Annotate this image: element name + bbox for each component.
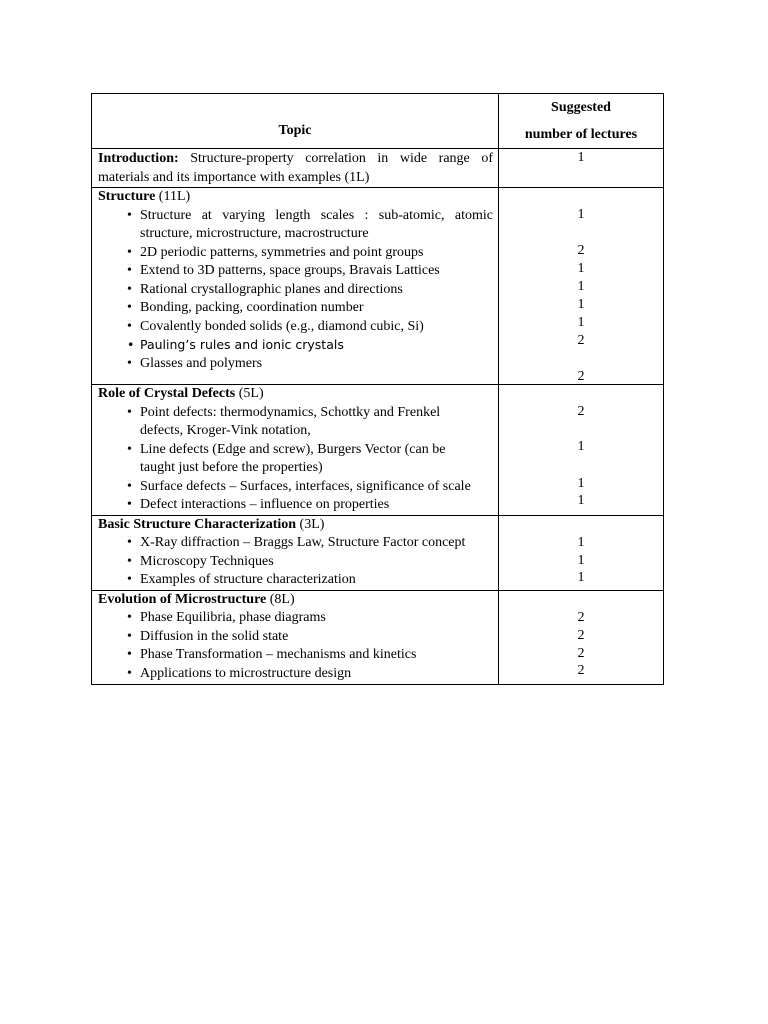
lecture-count: 1: [577, 279, 585, 294]
list-item: • Phase Equilibria, phase diagrams: [127, 609, 493, 628]
characterization-row: [92, 515, 664, 590]
list-item: • Phase Transformation – mechanisms and kinetics: [127, 646, 493, 665]
microstructure-list: [98, 609, 493, 683]
intro-title: Introduction:: [98, 151, 179, 166]
structure-hours: (11L): [155, 189, 191, 204]
lecture-count: 1: [577, 476, 585, 491]
microstructure-section-title: [98, 591, 493, 610]
lectures-header: [499, 94, 664, 149]
list-item: • Examples of structure characterization: [127, 571, 493, 590]
lecture-count: 1: [577, 493, 585, 508]
microstructure-topic-cell: [92, 590, 499, 684]
lecture-count: 1: [577, 150, 585, 165]
syllabus-table: [91, 93, 664, 685]
lecture-count: 2: [577, 627, 585, 643]
defects-topic-cell: [92, 385, 499, 516]
defects-title: Role of Crystal Defects: [98, 386, 236, 401]
intro-lectures-cell: [499, 149, 664, 188]
lecture-count: 2: [577, 333, 585, 348]
intro-text: [98, 149, 493, 187]
intro-row: [92, 149, 664, 188]
lecture-count: 2: [577, 243, 585, 258]
lecture-count: 1: [577, 552, 585, 568]
structure-row: [92, 188, 664, 385]
intro-description: Structure-property correlation in wide range of materials and its importance with examples (1L): [98, 151, 493, 185]
lecture-count: 1: [577, 207, 585, 222]
lecture-count: 2: [577, 662, 585, 678]
characterization-lectures-cell: [499, 515, 664, 590]
list-item: • Pauling’s rules and ionic crystals: [127, 336, 493, 355]
lecture-count: 1: [577, 569, 585, 585]
list-item: • 2D periodic patterns, symmetries and point groups: [127, 244, 493, 263]
characterization-section-title: [98, 516, 493, 535]
list-item: • Rational crystallographic planes and directions: [127, 281, 493, 300]
structure-lectures-cell: [499, 188, 664, 385]
structure-section-title: [98, 188, 493, 207]
list-item: • X-Ray diffraction – Braggs Law, Structure Factor concept: [127, 534, 493, 553]
list-item: • Surface defects – Surfaces, interfaces, significance of scale: [127, 478, 493, 497]
topic-header-label: Topic: [278, 123, 312, 138]
lecture-count: 2: [577, 369, 585, 384]
microstructure-hours: (8L): [266, 591, 295, 607]
lecture-count: 2: [577, 404, 585, 419]
defects-section-title: [98, 385, 493, 404]
lectures-header-line1: Suggested: [551, 100, 611, 115]
lecture-count: 1: [577, 261, 585, 276]
lecture-count: 2: [577, 645, 585, 661]
defects-list: [98, 404, 493, 515]
list-item: • Glasses and polymers: [127, 355, 493, 374]
lecture-count: 1: [577, 534, 585, 550]
characterization-title: Basic Structure Characterization: [98, 516, 297, 532]
characterization-list: [98, 534, 493, 590]
list-item: • Extend to 3D patterns, space groups, Bravais Lattices: [127, 262, 493, 281]
list-item: • Applications to microstructure design: [127, 665, 493, 684]
microstructure-title: Evolution of Microstructure: [98, 591, 267, 607]
defects-lectures-cell: [499, 385, 664, 516]
defects-row: [92, 385, 664, 516]
structure-title: Structure: [98, 189, 156, 204]
lecture-count: 1: [577, 297, 585, 312]
list-item: • Covalently bonded solids (e.g., diamond cubic, Si): [127, 318, 493, 337]
characterization-topic-cell: [92, 515, 499, 590]
lecture-count: 1: [577, 439, 585, 454]
list-item: • Point defects: thermodynamics, Schottky and Frenkel defects, Kroger-Vink notation,: [127, 404, 493, 441]
header-row: [92, 94, 664, 149]
characterization-hours: (3L): [296, 516, 325, 532]
topic-header: [92, 94, 499, 149]
list-item: • Bonding, packing, coordination number: [127, 299, 493, 318]
intro-topic-cell: [92, 149, 499, 188]
lecture-count: 1: [577, 315, 585, 330]
microstructure-row: [92, 590, 664, 684]
list-item: • Microscopy Techniques: [127, 553, 493, 572]
list-item: • Structure at varying length scales : sub-atomic, atomic structure, microstructure, macrostructure: [127, 207, 493, 244]
structure-list: [98, 207, 493, 374]
microstructure-lectures-cell: [499, 590, 664, 684]
list-item: • Diffusion in the solid state: [127, 628, 493, 647]
list-item: • Line defects (Edge and screw), Burgers Vector (can be taught just before the properties): [127, 441, 493, 478]
structure-topic-cell: [92, 188, 499, 385]
lectures-header-line2: number of lectures: [524, 127, 638, 142]
defects-hours: (5L): [235, 386, 264, 401]
list-item: • Defect interactions – influence on properties: [127, 496, 493, 515]
lecture-count: 2: [577, 609, 585, 625]
